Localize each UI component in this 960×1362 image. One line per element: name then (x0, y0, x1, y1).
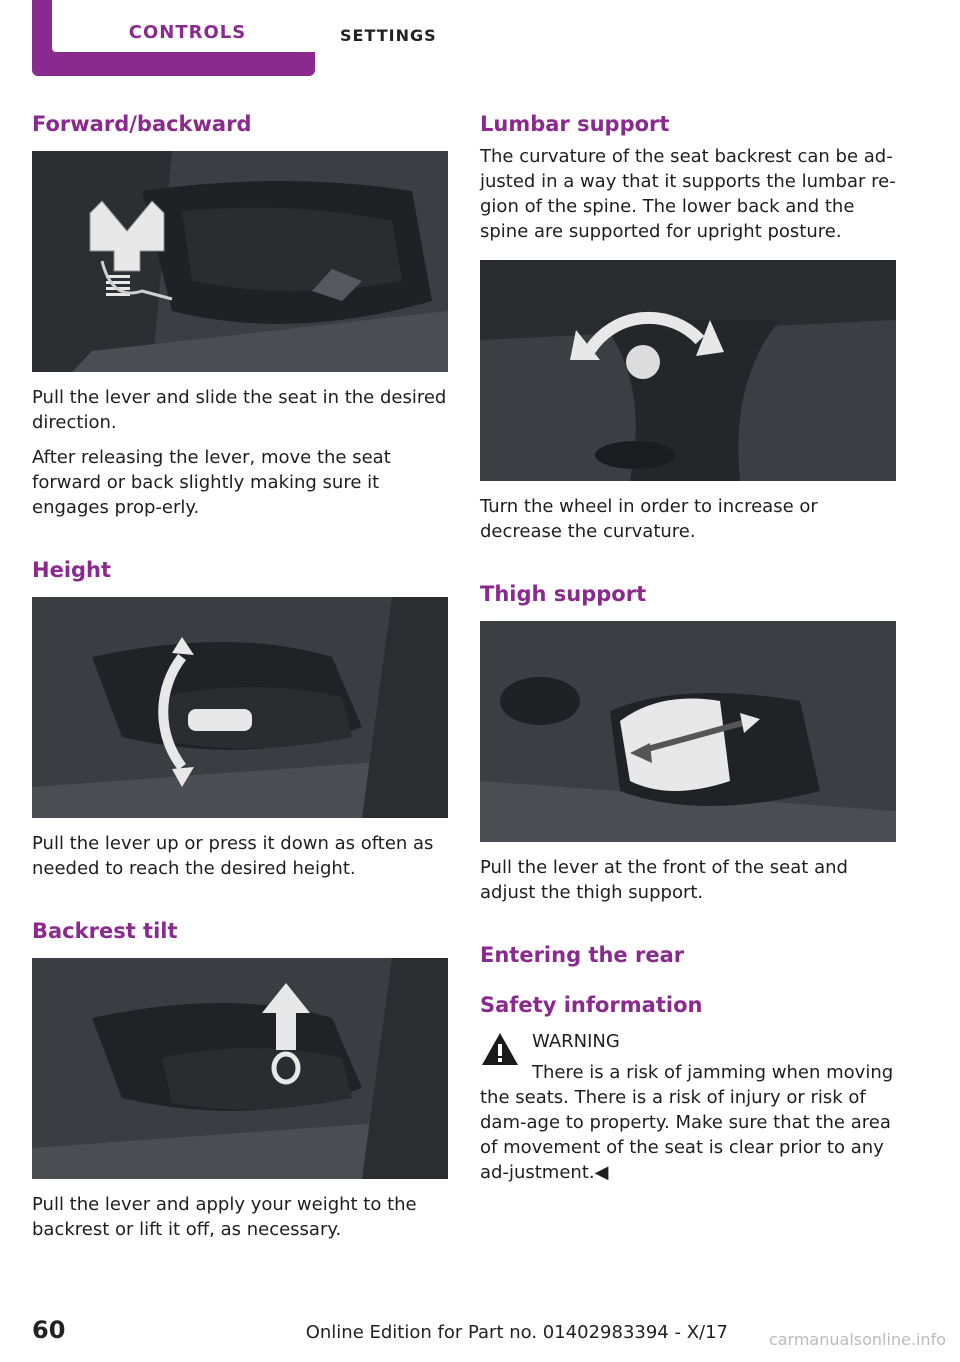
lumbar-p2: Turn the wheel in order to increase or decrease the curvature. (480, 496, 818, 542)
lumbar-heading: Lumbar support (480, 112, 670, 136)
thigh-heading: Thigh support (480, 582, 647, 606)
height-p1: Pull the lever up or press it down as often as needed to reach the desired height. (32, 833, 434, 879)
section-label[interactable]: SETTINGS (340, 26, 437, 45)
left-column (32, 100, 448, 1242)
backrest-photo (32, 958, 448, 1179)
forward-backward-photo (32, 151, 448, 372)
forward-p1: Pull the lever and slide the seat in the desired direction. (32, 387, 447, 433)
chapter-tab-label: CONTROLS (128, 22, 247, 43)
lever-icon (188, 709, 252, 731)
height-heading: Height (32, 558, 112, 582)
safety-heading: Safety information (480, 993, 703, 1017)
warning-label: WARNING (532, 1031, 620, 1052)
lumbar-wheel-icon (626, 345, 660, 379)
edition-text: Online Edition for Part no. 01402983394 - X/17 (305, 1322, 728, 1343)
warning-block (480, 1029, 896, 1185)
height-photo (32, 597, 448, 818)
backrest-p1: Pull the lever and apply your weight to the backrest or lift it off, as necessary. (32, 1194, 417, 1240)
forward-backward-heading: Forward/backward (32, 112, 252, 136)
watermark: carmanualsonline.info (768, 1330, 946, 1349)
thigh-cushion-icon (620, 699, 730, 792)
page-number: 60 (32, 1316, 66, 1344)
warning-text-first: There is a risk of jamming when moving the seats. There is a risk of injury or risk of dam‐age to property. Make sure that the area of movement of the seat is clear prior to any ad‐justment.◀ (480, 1062, 894, 1183)
chapter-tab[interactable] (32, 0, 315, 76)
chapter-tab-inner (52, 0, 323, 52)
forward-p2: After releasing the lever, move the seat forward or back slightly making sure it engages prop‐erly. (32, 447, 391, 518)
rear-heading: Entering the rear (480, 943, 685, 967)
backrest-heading: Backrest tilt (32, 919, 178, 943)
thigh-photo (480, 621, 896, 842)
lumbar-photo (480, 260, 896, 481)
thigh-p1: Pull the lever at the front of the seat and adjust the thigh support. (480, 857, 848, 903)
right-column (480, 100, 896, 1185)
lumbar-p1: The curvature of the seat backrest can be ad‐justed in a way that it supports the lumbar re‐gion of the spine. The lower back and the spine are supported for upright posture. (480, 146, 896, 242)
warning-triangle-icon (480, 1031, 520, 1067)
